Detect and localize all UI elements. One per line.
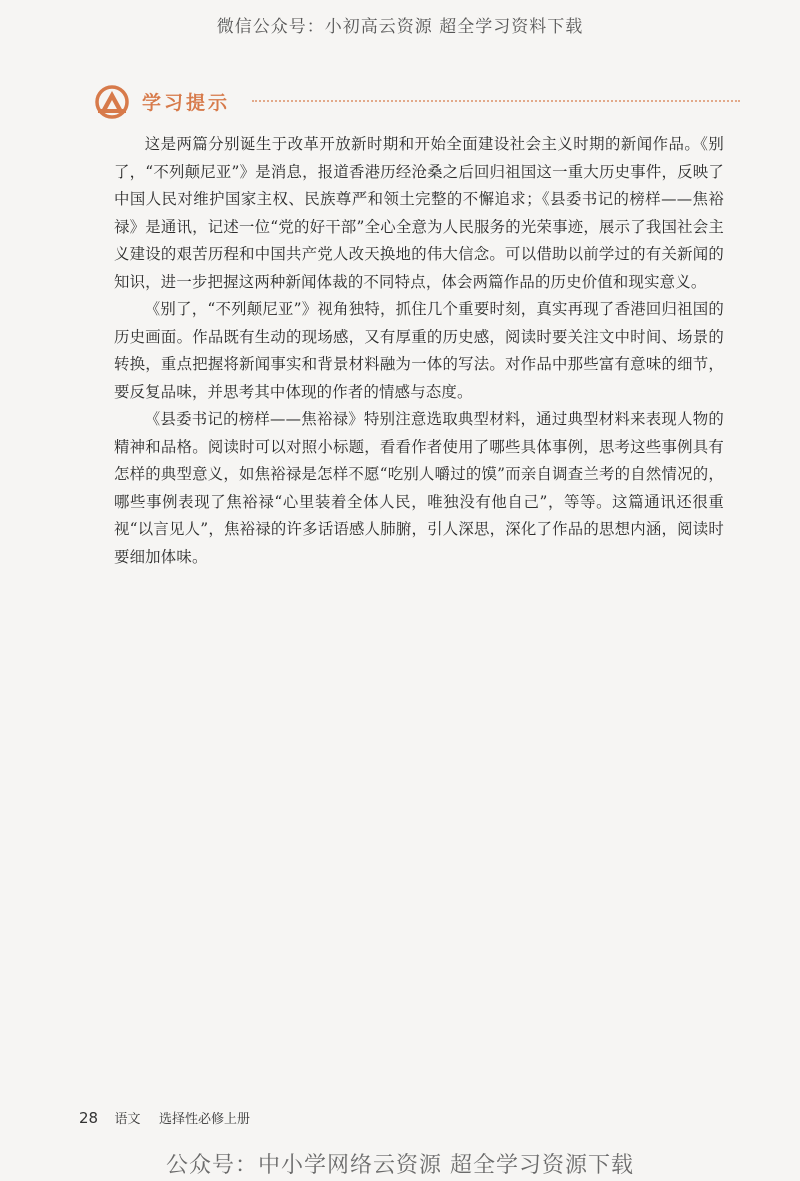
book-volume: 选择性必修上册 [159,1112,251,1127]
section-header [92,84,740,120]
dotted-divider [252,100,740,102]
page-footer [79,1108,250,1127]
section-title: 学习提示 [142,92,231,114]
top-watermark: 微信公众号：小初高云资源 超全学习资料下载 [216,17,584,37]
paragraph-3: 《县委书记的榜样——焦裕禄》特别注意选取典型材料，通过典型材料来表现人物的精神和品格。阅读时可以对照小标题，看看作者使用了哪些具体事例，思考这些事例具有怎样的典型意义，如焦裕禄是怎样不愿“吃别人嚼过的馍”而亲自调查兰考的自然情况的，哪些事例表现了焦裕禄“心里装着全体人民，唯独没有他自己”，等等。这篇通讯还很重视“以言见人”，焦裕禄的许多话语感人肺腑，引人深思，深化了作品的思想内涵，阅读时要细加体味。 [114,410,724,566]
page-number: 28 [79,1109,99,1127]
study-tips-emblem-icon [92,84,132,120]
bottom-watermark: 公众号：中小学网络云资源 超全学习资源下载 [166,1153,634,1178]
study-tips-body [114,131,724,571]
paragraph-2: 《别了，“不列颠尼亚”》视角独特，抓住几个重要时刻，真实再现了香港回归祖国的历史画面。作品既有生动的现场感，又有厚重的历史感，阅读时要关注文中时间、场景的转换，重点把握将新闻事实和背景材料融为一体的写法。对作品中那些富有意味的细节，要反复品味，并思考其中体现的作者的情感与态度。 [114,300,724,401]
paragraph-1: 这是两篇分别诞生于改革开放新时期和开始全面建设社会主义时期的新闻作品。《别了，“不列颠尼亚”》是消息，报道香港历经沧桑之后回归祖国这一重大历史事件，反映了中国人民对维护国家主权、民族尊严和领土完整的不懈追求；《县委书记的榜样——焦裕禄》是通讯，记述一位“党的好干部”全心全意为人民服务的光荣事迹，展示了我国社会主义建设的艰苦历程和中国共产党人改天换地的伟大信念。可以借助以前学过的有关新闻的知识，进一步把握这两种新闻体裁的不同特点，体会两篇作品的历史价值和现实意义。 [114,135,724,291]
book-title: 语文 [114,1112,141,1127]
